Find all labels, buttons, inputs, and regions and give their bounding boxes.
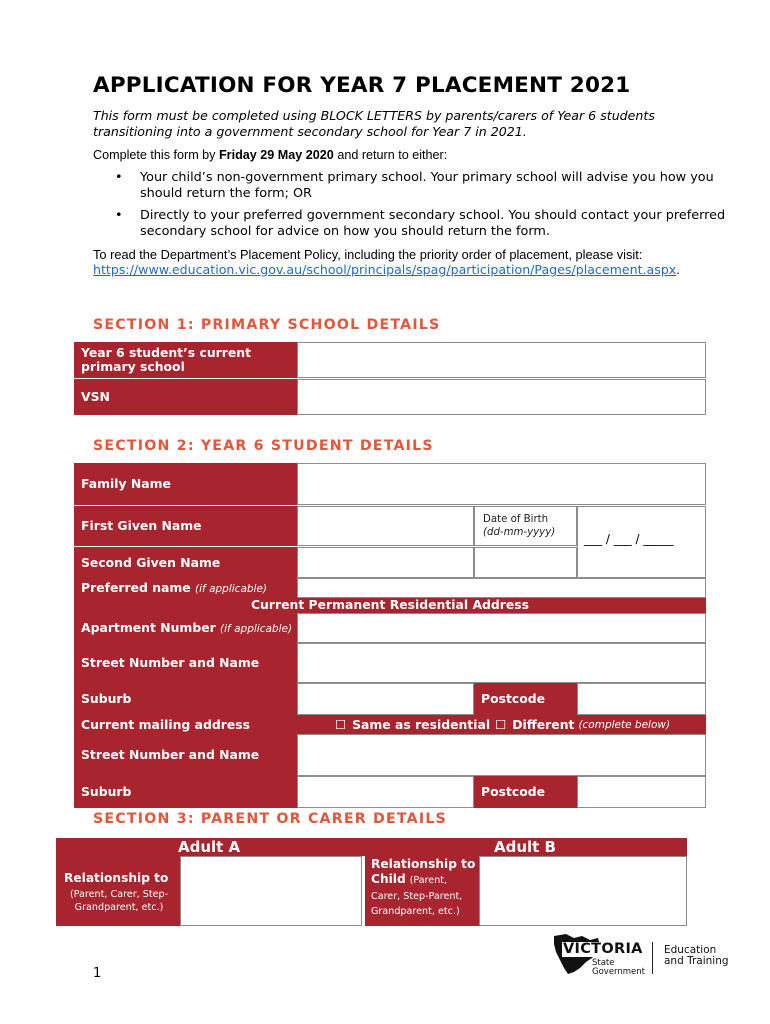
section-1-heading: SECTION 1: PRIMARY SCHOOL DETAILS (93, 317, 441, 333)
department-line-2: and Training (664, 955, 729, 967)
mail-postcode-label (474, 776, 577, 808)
complete-prefix: Complete this form by (93, 148, 216, 162)
preferred-label: Preferred name (81, 579, 191, 595)
family-name-label-text: Family Name (81, 476, 171, 491)
mailing-address-label (74, 715, 297, 734)
different-label: Different (512, 716, 575, 732)
department-line-1: Education (664, 944, 717, 956)
mailing-options (297, 715, 706, 734)
different-note: (complete below) (578, 718, 671, 731)
dob-input[interactable] (577, 506, 706, 578)
current-school-label-text: Year 6 student’s current primary school (81, 345, 252, 374)
policy-link[interactable]: https://www.education.vic.gov.au/school/principals/spag/participation/Pages/placement.aspx (93, 262, 677, 277)
bullet-text: Directly to your preferred government secondary school. You should contact your preferred secondary school for advice on how you should return the form. (140, 208, 726, 239)
policy-paragraph (93, 247, 733, 277)
mail-postcode-label-text: Postcode (481, 784, 546, 799)
relationship-a-label (56, 856, 180, 926)
postcode-label (474, 683, 577, 715)
victoria-logo (552, 932, 732, 978)
street-input[interactable] (297, 643, 706, 683)
first-name-label (74, 506, 297, 546)
street-label-text: Street Number and Name (81, 655, 260, 670)
vsn-label (74, 379, 297, 415)
relationship-a-title: Relationship to (64, 871, 169, 885)
first-name-input[interactable] (297, 506, 474, 546)
bullet-text: Your child’s non-government primary school. Your primary school will advise you how you should return the form; OR (140, 170, 714, 201)
mail-suburb-label-text: Suburb (81, 784, 132, 799)
department-name (664, 945, 729, 967)
preferred-note: (if applicable) (195, 582, 268, 595)
bullet-icon: • (115, 170, 123, 185)
page-title: APPLICATION FOR YEAR 7 PLACEMENT 2021 (93, 73, 631, 98)
logo-divider (652, 942, 653, 974)
complete-by-line (93, 148, 447, 162)
family-name-label (74, 463, 297, 505)
apartment-note: (if applicable) (220, 622, 293, 635)
adult-b-heading: Adult B (494, 838, 556, 856)
mail-suburb-input[interactable] (297, 776, 474, 808)
logo-sub-government: Government (592, 967, 646, 977)
dob-format: (dd-mm-yyyy) (483, 527, 556, 538)
preferred-name-label-text (81, 581, 267, 596)
apartment-input[interactable] (297, 613, 706, 643)
postcode-input[interactable] (577, 683, 706, 715)
mail-street-label (74, 734, 297, 776)
policy-text: To read the Department’s Placement Policy, including the priority order of placement, please visit: (93, 247, 643, 262)
apartment-label (74, 613, 297, 643)
logo-word: VICTORIA (563, 941, 643, 957)
vsn-label-text: VSN (81, 389, 110, 404)
relationship-b-input[interactable] (479, 856, 687, 926)
address-section-bar: Current Permanent Residential Address (74, 598, 706, 613)
second-name-label (74, 547, 297, 578)
list-item (115, 170, 735, 201)
dob-blank: ___ / ___ / _____ (584, 532, 674, 546)
street-label (74, 643, 297, 683)
logo-sub (592, 959, 645, 977)
current-school-label (74, 342, 297, 378)
mailing-address-label-text: Current mailing address (81, 716, 250, 732)
current-school-input[interactable] (297, 342, 706, 378)
dob-label-cell (474, 506, 577, 546)
section-2-heading: SECTION 2: YEAR 6 STUDENT DETAILS (93, 438, 434, 454)
second-name-label-text: Second Given Name (81, 554, 221, 570)
second-name-input[interactable] (297, 547, 474, 578)
postcode-label-text: Postcode (481, 691, 546, 706)
same-as-residential-checkbox[interactable]: ☐ (335, 716, 347, 732)
relationship-b-title: Relationship to Child (371, 857, 476, 886)
section-3-heading: SECTION 3: PARENT OR CARER DETAILS (93, 811, 447, 827)
vsn-input[interactable] (297, 379, 706, 415)
suburb-input[interactable] (297, 683, 474, 715)
relationship-b-note: (Parent, Carer, Step-Parent, Grandparent, etc.) (371, 875, 463, 917)
complete-date: Friday 29 May 2020 (218, 148, 334, 162)
relationship-a-input[interactable] (180, 856, 362, 926)
policy-end: . (676, 262, 680, 277)
mail-postcode-input[interactable] (577, 776, 706, 808)
adult-header-bar (56, 838, 687, 856)
apartment-label-text (81, 621, 292, 636)
intro-text: This form must be completed using BLOCK LETTERS by parents/carers of Year 6 students transitioning into a government secondary school for Year 7 in 2021. (93, 108, 655, 139)
list-item (115, 208, 735, 239)
page-number: 1 (93, 966, 102, 981)
apartment-label-main: Apartment Number (81, 619, 216, 635)
first-name-label-text: First Given Name (81, 518, 202, 533)
relationship-a-note: (Parent, Carer, Step-Grandparent, etc.) (69, 889, 169, 913)
different-checkbox[interactable]: ☐ (495, 716, 507, 732)
adult-a-heading: Adult A (178, 838, 241, 856)
preferred-name-input[interactable] (297, 578, 706, 598)
preferred-name-label (74, 578, 297, 598)
dob-label: Date of Birth (483, 514, 549, 525)
mail-street-label-text: Street Number and Name (81, 747, 260, 762)
mail-street-input[interactable] (297, 734, 706, 776)
logo-sub-state: State (592, 958, 615, 968)
bullet-icon: • (115, 208, 123, 223)
mail-suburb-label (74, 776, 297, 808)
second-name-extra-input[interactable] (474, 547, 577, 578)
same-as-residential-label: Same as residential (352, 716, 491, 732)
complete-suffix: and return to either: (337, 148, 448, 162)
return-options-list (115, 170, 735, 246)
suburb-label (74, 683, 297, 715)
relationship-b-label (365, 856, 479, 926)
family-name-input[interactable] (297, 463, 706, 505)
suburb-label-text: Suburb (81, 691, 132, 706)
